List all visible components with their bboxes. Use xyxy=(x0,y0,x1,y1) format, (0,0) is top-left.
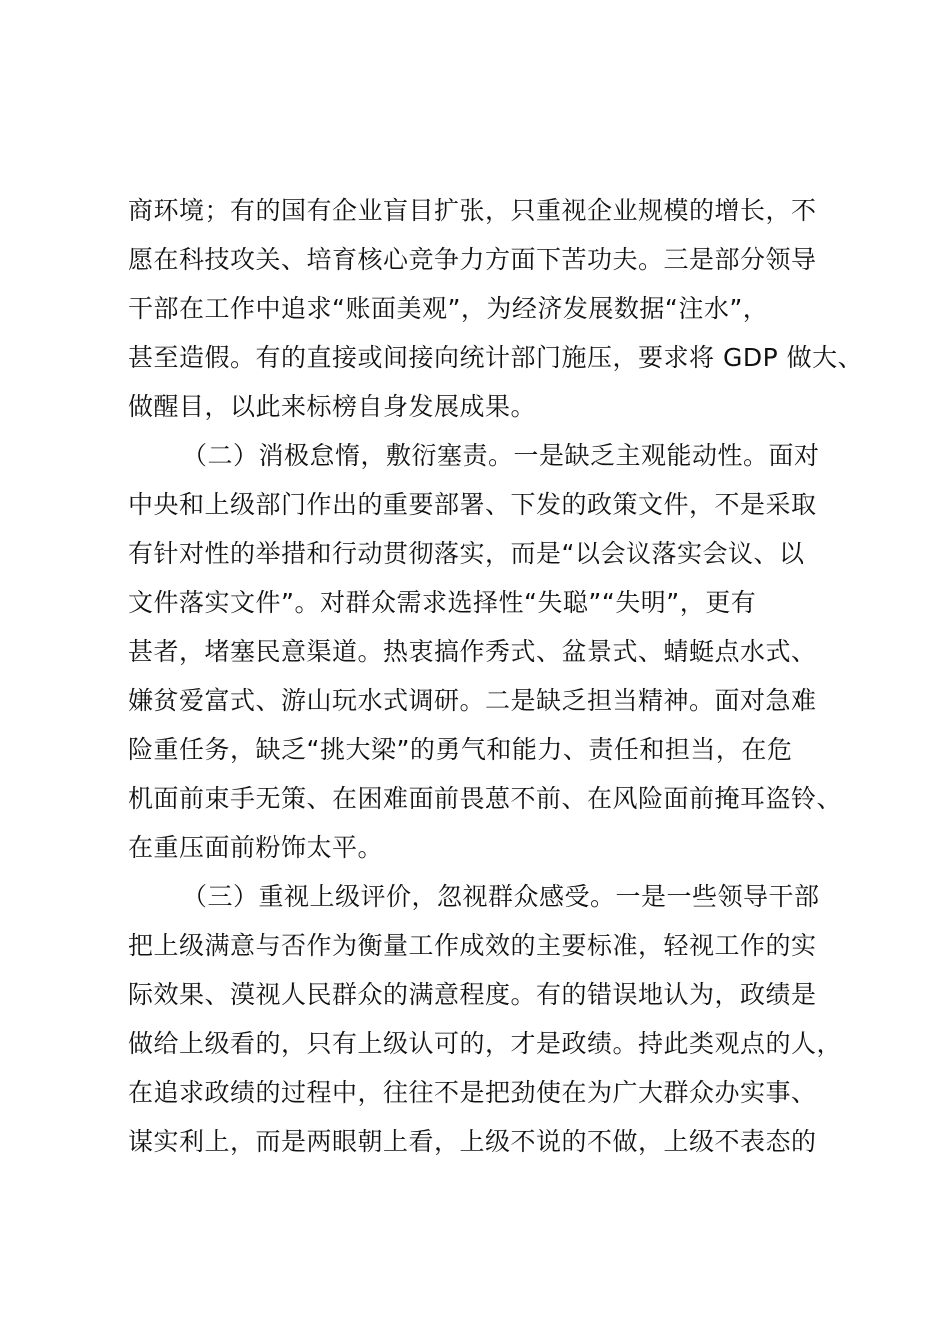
text-line: 中央和上级部门作出的重要部署、下发的政策文件，不是采取 xyxy=(128,490,817,519)
text-line: 在追求政绩的过程中，往往不是把劲使在为广大群众办实事、 xyxy=(128,1078,817,1107)
text-line: 谋实利上，而是两眼朝上看，上级不说的不做，上级不表态的 xyxy=(128,1127,817,1156)
text-line: 愿在科技攻关、培育核心竞争力方面下苦功夫。三是部分领导 xyxy=(128,245,817,274)
text-line: 甚至造假。有的直接或间接向统计部门施压，要求将 GDP 做大、 xyxy=(128,343,864,372)
text-line: 做醒目，以此来标榜自身发展成果。 xyxy=(128,392,537,421)
document-body xyxy=(128,186,864,1166)
text-line: 在重压面前粉饰太平。 xyxy=(128,833,384,862)
text-line: 做给上级看的，只有上级认可的，才是政绩。持此类观点的人， xyxy=(128,1029,843,1058)
text-line: 把上级满意与否作为衡量工作成效的主要标准，轻视工作的实 xyxy=(128,931,817,960)
text-line: 甚者，堵塞民意渠道。热衷搞作秀式、盆景式、蜻蜓点水式、 xyxy=(128,637,817,666)
text-line: 嫌贫爱富式、游山玩水式调研。二是缺乏担当精神。面对急难 xyxy=(128,686,817,715)
paragraph-heading-line: （三）重视上级评价，忽视群众感受。一是一些领导干部 xyxy=(182,882,820,911)
text-line: 有针对性的举措和行动贯彻落实，而是“以会议落实会议、以 xyxy=(128,539,805,568)
text-line: 险重任务，缺乏“挑大梁”的勇气和能力、责任和担当，在危 xyxy=(128,735,793,764)
text-line: 商环境；有的国有企业盲目扩张，只重视企业规模的增长，不 xyxy=(128,196,817,225)
text-line: 文件落实文件”。对群众需求选择性“失聪”“失明”，更有 xyxy=(128,588,757,617)
text-line: 机面前束手无策、在困难面前畏葸不前、在风险面前掩耳盗铃、 xyxy=(128,784,843,813)
text-line: 干部在工作中追求“账面美观”，为经济发展数据“注水”， xyxy=(128,294,769,323)
text-line: 际效果、漠视人民群众的满意程度。有的错误地认为，政绩是 xyxy=(128,980,817,1009)
paragraph-heading-line: （二）消极怠惰，敷衍塞责。一是缺乏主观能动性。面对 xyxy=(182,441,820,470)
